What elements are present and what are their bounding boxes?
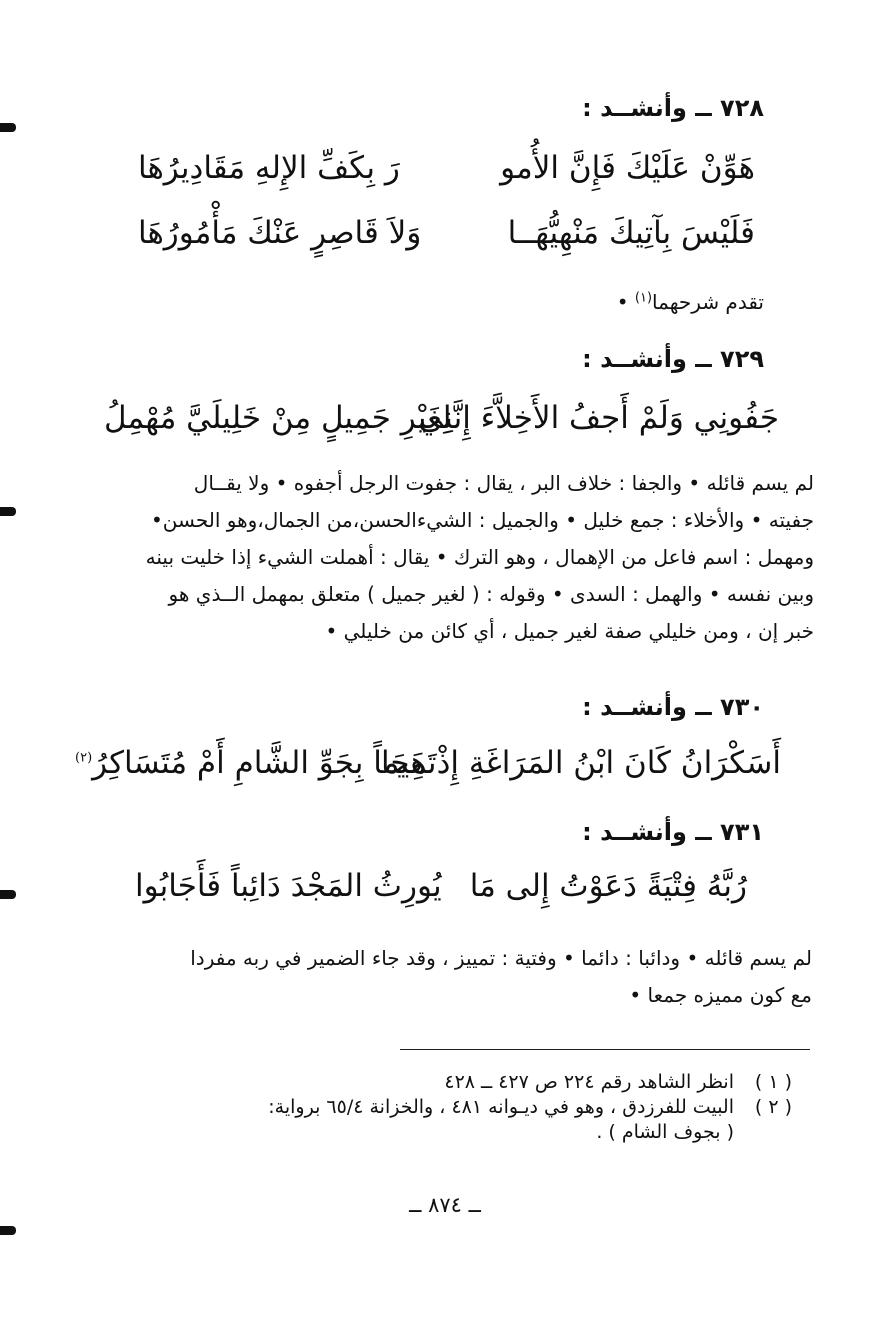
- commentary-line: خبر إن ، ومن خليلي صفة لغير جميل ، أي كائن من خليلي •: [325, 619, 814, 643]
- margin-mark: [0, 890, 16, 899]
- footnote-number: ( ٢ ): [754, 1096, 792, 1118]
- footnote-ref: (٢): [75, 750, 93, 766]
- commentary-line: لم يسم قائله • ودائبا : دائما • وفتية : تمييز ، وقد جاء الضمير في ربه مفردا: [190, 946, 812, 970]
- verse-first-hemistich: جَفُونِي وَلَمْ أَجفُ الأَخِلاَّءَ إِنَّنِي: [418, 400, 779, 436]
- section-heading-729: ٧٢٩ ــ وأنشــد :: [582, 345, 764, 373]
- verse-line: [130, 150, 765, 194]
- commentary-line: جفيته • والأخلاء : جمع خليل • والجميل : الشيءالحسن،من الجمال،وهو الحسن•: [150, 508, 814, 532]
- explanation-note: تقدم شرحهما$^{(١)}$ •: [616, 290, 764, 314]
- verse-first-hemistich: رُبَّهُ فِتْيَةً دَعَوْتُ إِلى مَا: [469, 868, 747, 904]
- commentary-line: لم يسم قائله • والجفا : خلاف البر ، يقال : جفوت الرجل أجفوه • ولا يقــال: [193, 471, 814, 495]
- verse-line: [75, 745, 785, 791]
- section-heading-728: ٧٢٨ ــ وأنشــد :: [582, 94, 764, 122]
- commentary-line: مع كون مميزه جمعا •: [629, 983, 812, 1007]
- verse-line: [130, 215, 765, 259]
- footnote-text: انظر الشاهد رقم ٢٢٤ ص ٤٢٧ ــ ٤٢٨: [444, 1071, 734, 1093]
- margin-mark: [0, 1226, 16, 1235]
- section-heading-731: ٧٣١ ــ وأنشــد :: [582, 818, 764, 846]
- verse-second-hemistich: رَ بِكَفِّ الإِلهِ مَقَادِيرُهَا: [138, 150, 400, 186]
- margin-mark: [0, 507, 16, 516]
- footnote-ref: (١): [634, 290, 653, 306]
- footnote-text: البيت للفرزدق ، وهو في ديـوانه ٤٨١ ، والخزانة ٦٥/٤ برواية:: [268, 1096, 734, 1118]
- page-number: ــ ٨٧٤ ــ: [409, 1193, 481, 1217]
- footnote-divider: [400, 1049, 810, 1050]
- verse-second-hemistich: وَلاَ قَاصِرٍ عَنْكَ مَأْمُورُهَا: [138, 215, 422, 251]
- verse-first-hemistich: فَلَيْسَ بِآتِيكَ مَنْهِيُّهَــا: [507, 215, 755, 251]
- verse-first-hemistich: هَوِّنْ عَلَيْكَ فَإِنَّ الأُمو: [500, 150, 755, 186]
- footnote-2-continuation: ( بجوف الشام ) .: [596, 1121, 734, 1143]
- verse-line: [100, 400, 785, 446]
- verse-first-hemistich: أَسَكْرَانُ كَانَ ابْنُ المَرَاغَةِ إِذْ هَجَا: [380, 745, 781, 781]
- verse-line: [125, 868, 765, 912]
- verse-second-hemistich: يُورِثُ المَجْدَ دَائِباً فَأَجَابُوا: [135, 868, 442, 904]
- commentary-729: [74, 465, 814, 650]
- commentary-line: وبين نفسه • والهمل : السدى • وقوله : ( لغير جميل ) متعلق بمهمل الــذي هو: [168, 582, 814, 606]
- footnote-number: ( ١ ): [754, 1071, 792, 1093]
- commentary-line: ومهمل : اسم فاعل من الإهمال ، وهو الترك • يقال : أهملت الشيء إذا خليت بينه: [145, 545, 814, 569]
- verse-second-hemistich: تَمِيماً بِجَوِّ الشَّامِ أَمْ مُتَسَاكِرُ$^{(٢)}$: [75, 745, 437, 781]
- verse-second-hemistich: لِغَيْرِ جَمِيلٍ مِنْ خَلِيلَيَّ مُهْمِلُ: [104, 400, 452, 436]
- margin-mark: [0, 123, 16, 132]
- footnote-2: [268, 1095, 792, 1120]
- footnote-1: [444, 1070, 792, 1095]
- section-heading-730: ٧٣٠ ــ وأنشــد :: [582, 693, 764, 721]
- commentary-731: [67, 940, 812, 1014]
